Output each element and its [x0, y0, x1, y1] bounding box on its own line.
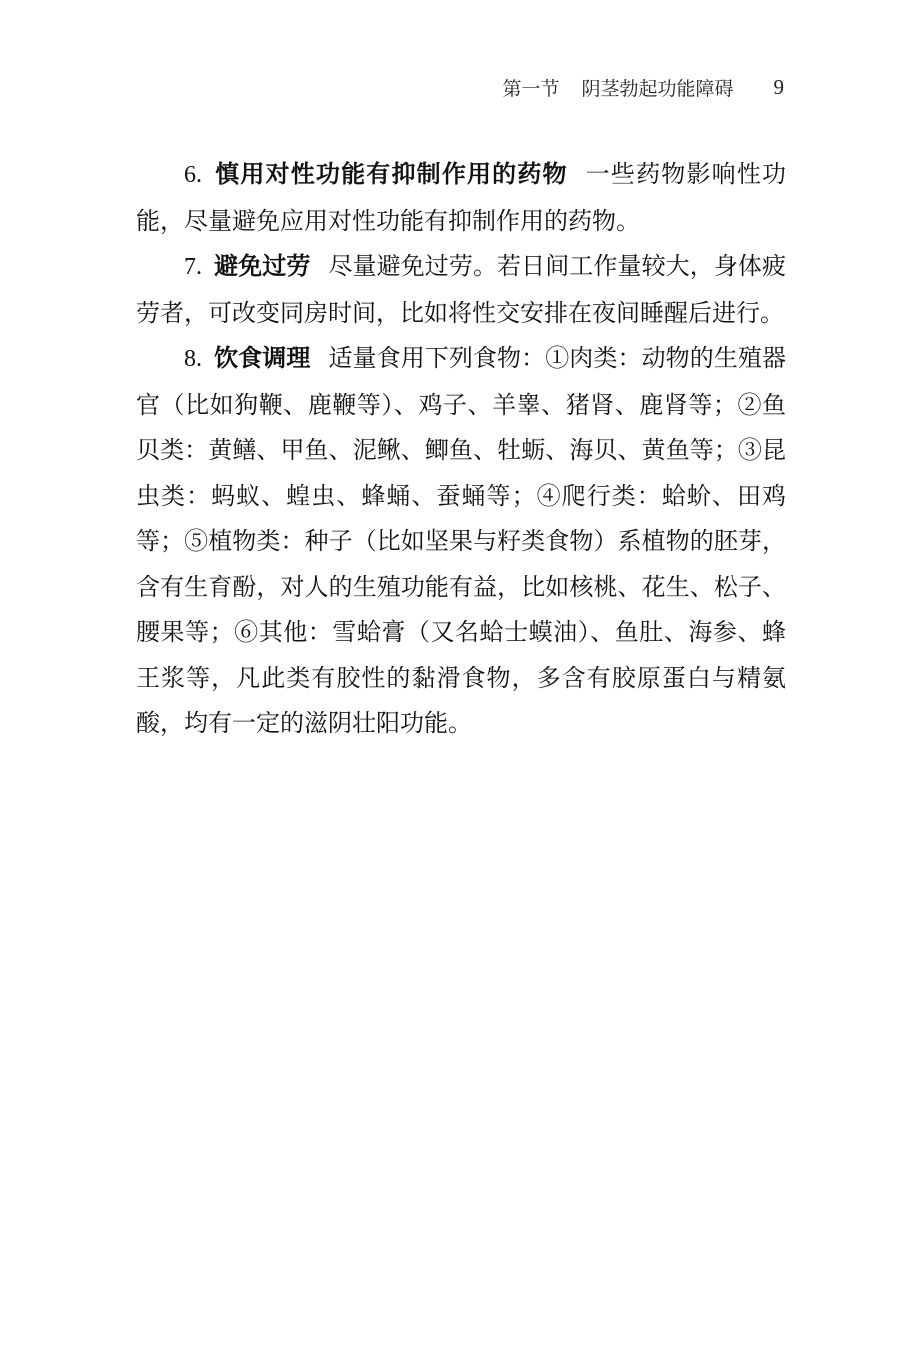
- page-number: 9: [773, 74, 784, 99]
- item-number: 7.: [184, 254, 202, 280]
- item-number: 6.: [184, 162, 202, 188]
- item-body: 尽量避免过劳。若日间工作量较大，身体疲劳者，可改变同房时间，比如将性交安排在夜间睡醒后进行。: [136, 252, 787, 327]
- paragraph-item-8: [136, 336, 786, 747]
- main-text: [136, 152, 786, 747]
- item-title: 避免过劳: [214, 252, 311, 280]
- paragraph-item-7: [136, 244, 786, 336]
- paragraph-item-6: [136, 152, 786, 244]
- item-body: 一些药物影响性功能，尽量避免应用对性功能有抑制作用的药物。: [136, 160, 787, 235]
- item-number: 8.: [184, 346, 202, 372]
- item-title: 饮食调理: [214, 344, 311, 372]
- running-header: [502, 72, 784, 102]
- item-title: 慎用对性功能有抑制作用的药物: [214, 160, 568, 188]
- header-chapter-title: 阴茎勃起功能障碍: [581, 77, 734, 100]
- item-body: 适量食用下列食物：①肉类：动物的生殖器官（比如狗鞭、鹿鞭等）、鸡子、羊睾、猪肾、鹿肾等；②鱼贝类：黄鳝、甲鱼、泥鳅、鲫鱼、牡蛎、海贝、黄鱼等；③昆虫类：蚂蚁、蝗虫、蜂蛹、蚕蛹等；④爬行类：蛤蚧、田鸡等；⑤植物类：种子（比如坚果与籽类食物）系植物的胚芽，含有生育酚，对人的生殖功能有益，比如核桃、花生、松子、腰果等；⑥其他：雪蛤膏（又名蛤士蟆油）、鱼肚、海参、蜂王浆等，凡此类有胶性的黏滑食物，多含有胶原蛋白与精氨酸，均有一定的滋阴壮阳功能。: [136, 344, 787, 737]
- header-section-label: 第一节: [502, 77, 560, 100]
